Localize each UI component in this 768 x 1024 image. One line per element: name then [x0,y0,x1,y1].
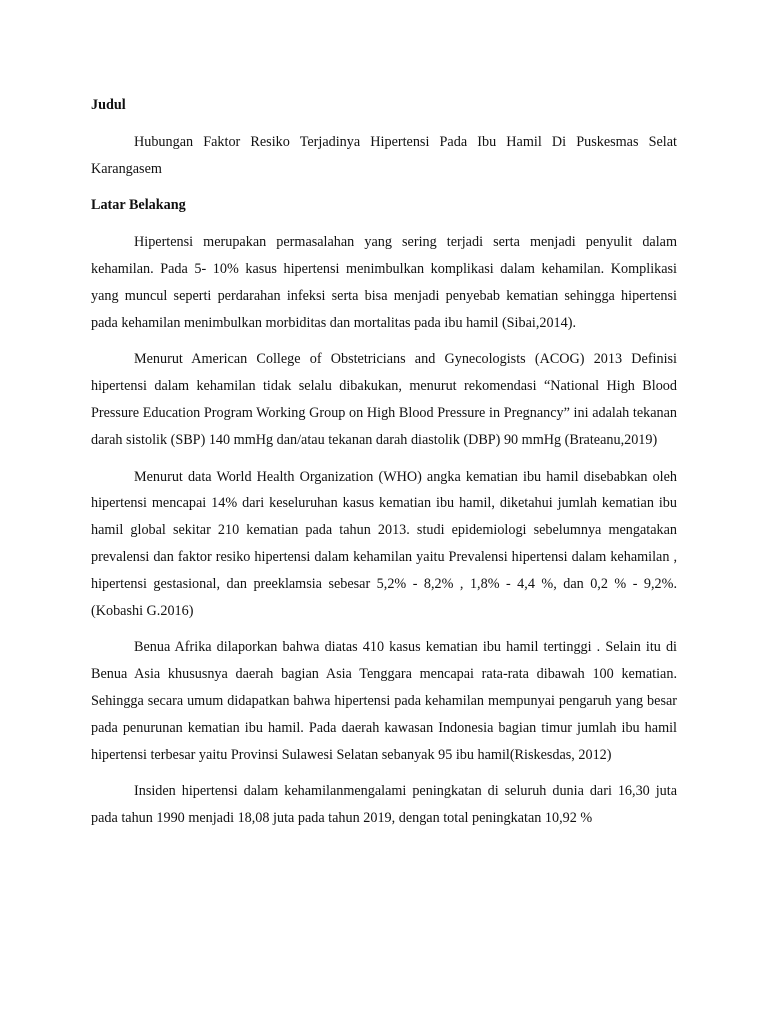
heading-latar-belakang: Latar Belakang [91,197,186,214]
paragraph-1: Hipertensi merupakan permasalahan yang sering terjadi serta menjadi penyulit dalam kehamilan. Pada 5- 10% kasus hipertensi menimbulkan komplikasi dalam kehamilan. Komplikasi yang muncul seperti perdarahan infeksi serta bisa menjadi penyebab kematian sehingga hipertensi pada kehamilan menimbulkan morbiditas dan mortalitas pada ibu hamil (Sibai,2014). [91,234,677,331]
document-page [91,92,677,842]
research-title: Hubungan Faktor Resiko Terjadinya Hipertensi Pada Ibu Hamil Di Puskesmas Selat Karangasem [91,133,677,177]
paragraph-3: Menurut data World Health Organization (WHO) angka kematian ibu hamil disebabkan oleh hipertensi mencapai 14% dari keseluruhan kasus kematian ibu hamil, diketahui jumlah kematian ibu hamil global sekitar 210 kematian pada tahun 2013. studi epidemiologi sebelumnya mengatakan prevalensi dan faktor resiko hipertensi dalam kehamilan yaitu Prevalensi hipertensi dalam kehamilan , hipertensi gestasional, dan preeklamsia sebesar 5,2% - 8,2% , 1,8% - 4,4 %, dan 0,2 % - 9,2%. (Kobashi G.2016) [91,468,677,619]
paragraph-4: Benua Afrika dilaporkan bahwa diatas 410 kasus kematian ibu hamil tertinggi . Selain itu di Benua Asia khususnya daerah bagian Asia Tenggara mencapai rata-rata dibawah 100 kematian. Sehingga secara umum didapatkan bahwa hipertensi pada kehamilan mempunyai pengaruh yang besar pada penurunan kematian ibu hamil. Pada daerah kawasan Indonesia bagian timur jumlah ibu hamil hipertensi terbesar yaitu Provinsi Sulawesi Selatan sebanyak 95 ibu hamil(Riskesdas, 2012) [91,639,677,763]
paragraph-5: Insiden hipertensi dalam kehamilanmengalami peningkatan di seluruh dunia dari 16,30 juta pada tahun 1990 menjadi 18,08 juta pada tahun 2019, dengan total peningkatan 10,92 % [91,783,677,827]
heading-judul: Judul [91,97,126,113]
paragraph-2: Menurut American College of Obstetricians and Gynecologists (ACOG) 2013 Definisi hipertensi dalam kehamilan tidak selalu dibakukan, menurut rekomendasi “National High Blood Pressure Education Program Working Group on High Blood Pressure in Pregnancy” ini adalah tekanan darah sistolik (SBP) 140 mmHg dan/atau tekanan darah diastolik (DBP) 90 mmHg (Brateanu,2019) [91,351,677,448]
